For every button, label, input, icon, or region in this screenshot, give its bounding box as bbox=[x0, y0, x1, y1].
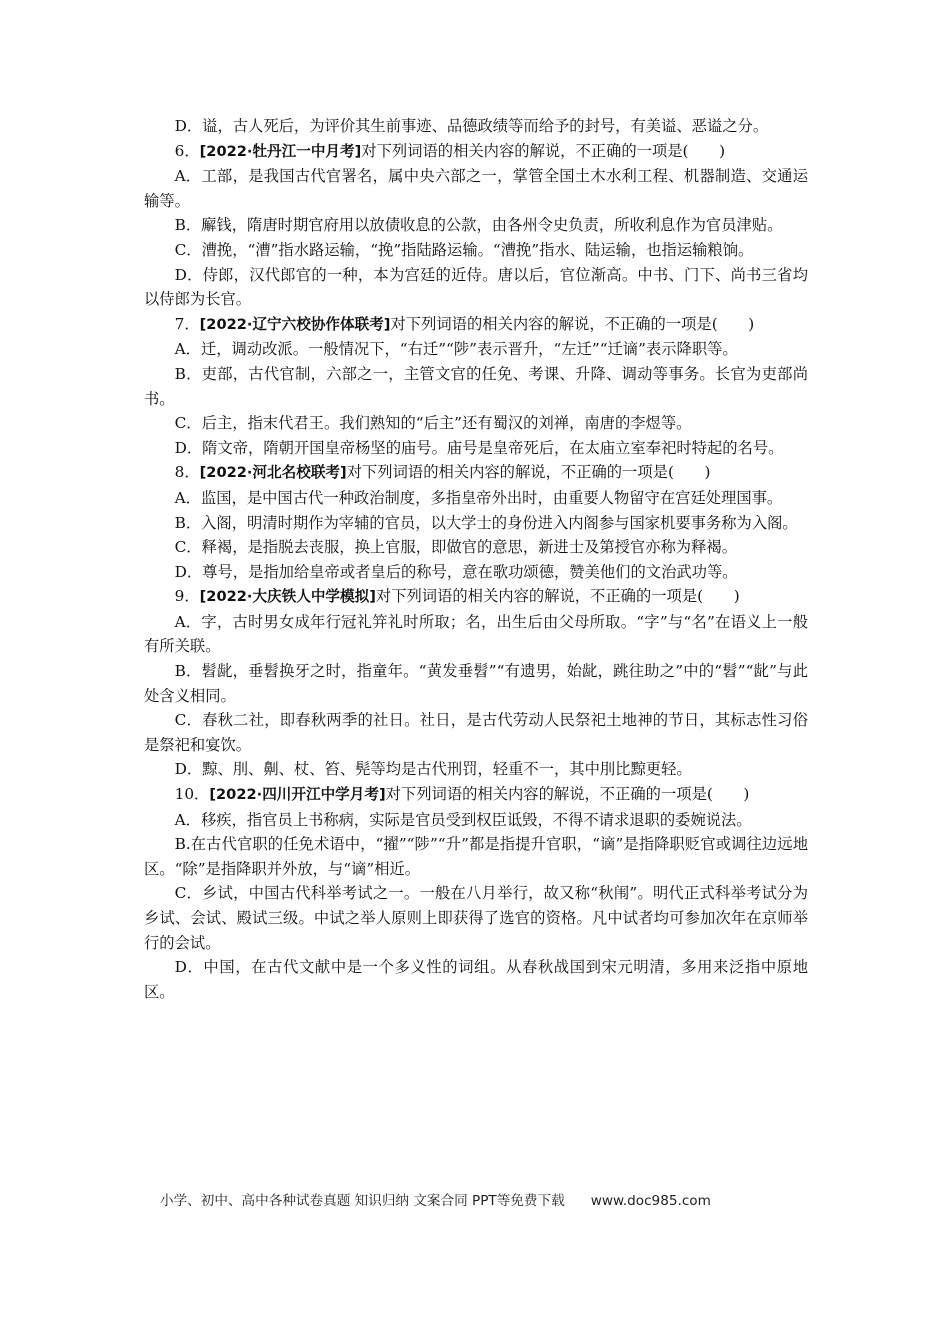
answer-option: C．春秋二社，即春秋两季的社日。社日，是古代劳动人民祭祀土地神的节日，其标志性习俗是祭祀和宴饮。 bbox=[144, 711, 808, 754]
answer-option: A．移疾，指官员上书称病，实际是官员受到权臣诋毁，不得不请求退职的委婉说法。 bbox=[174, 810, 752, 829]
page-footer bbox=[160, 1189, 800, 1209]
question-source: [2022·大庆铁人中学模拟] bbox=[199, 588, 376, 606]
footer-text: 小学、初中、高中各种试卷真题 知识归纳 文案合同 PPT等免费下载 bbox=[160, 1193, 565, 1209]
question-text: 对下列词语的相关内容的解说，不正确的一项是( ) bbox=[375, 587, 740, 606]
question-number: 8． bbox=[174, 463, 200, 482]
question-text: 对下列词语的相关内容的解说，不正确的一项是( ) bbox=[361, 141, 726, 160]
question-source: [2022·辽宁六校协作体联考] bbox=[199, 315, 391, 333]
answer-option: D．谥，古人死后，为评价其生前事迹、品德政绩等而给予的封号，有美谥、恶谥之分。 bbox=[174, 117, 769, 135]
document-body bbox=[144, 114, 808, 1004]
question-stem bbox=[144, 312, 808, 338]
answer-option: A．迁，调动改派。一般情况下，“右迁”“陟”表示晋升，“左迁”“迁谪”表示降职等。 bbox=[174, 340, 738, 359]
answer-option: B．入阁，明清时期作为宰辅的官员，以大学士的身份进入内阁参与国家机要事务称为入阁。 bbox=[174, 513, 798, 532]
answer-option: C．后主，指末代君王。我们熟知的“后主”还有蜀汉的刘禅，南唐的李煜等。 bbox=[174, 414, 692, 433]
question-number: 7． bbox=[174, 314, 200, 333]
question-source: [2022·四川开江中学月考] bbox=[209, 786, 386, 804]
answer-option: D．尊号，是指加给皇帝或者皇后的称号，意在歌功颂德，赞美他们的文治武功等。 bbox=[174, 562, 738, 581]
answer-option: B.在古代官职的任免术语中，“擢”“陟”“升”都是指提升官职，“谪”是指降职贬官或调往边远地区。“除”是指降职并外放，与“谪”相近。 bbox=[144, 835, 808, 878]
answer-option: A．工部，是我国古代官署名，属中央六部之一，掌管全国土木水利工程、机器制造、交通运输等。 bbox=[144, 167, 808, 210]
answer-option: C．释褐，是指脱去丧服，换上官服，即做官的意思，新进士及第授官亦称为释褐。 bbox=[174, 538, 737, 557]
footer-url-link[interactable]: www.doc985.com bbox=[590, 1193, 711, 1209]
answer-option: C．乡试，中国古代科举考试之一。一般在八月举行，故又称“秋闱”。明代正式科举考试分为乡试、会试、殿试三级。中试之举人原则上即获得了选官的资格。凡中试者均可参加次年在京师举行的会试。 bbox=[144, 884, 808, 952]
question-source: [2022·河北名校联考] bbox=[199, 464, 347, 482]
answer-option: D．侍郎，汉代郎官的一种，本为宫廷的近侍。唐以后，官位渐高。中书、门下、尚书三省均以侍郎为长官。 bbox=[144, 265, 808, 309]
question-number: 10． bbox=[174, 785, 210, 804]
question-source: [2022·牡丹江一中月考] bbox=[199, 142, 362, 160]
question-number: 6． bbox=[174, 141, 200, 160]
question-stem bbox=[144, 139, 808, 165]
question-text: 对下列词语的相关内容的解说，不正确的一项是( ) bbox=[390, 314, 755, 333]
question-stem bbox=[144, 782, 808, 808]
answer-option: B．吏部，古代官制，六部之一，主管文官的任免、考课、升降、调动等事务。长官为吏部尚书。 bbox=[144, 364, 808, 408]
question-stem bbox=[144, 460, 808, 486]
question-text: 对下列词语的相关内容的解说，不正确的一项是( ) bbox=[346, 463, 711, 482]
answer-option: C．漕挽，“漕”指水路运输，“挽”指陆路运输。“漕挽”指水、陆运输，也指运输粮饷。 bbox=[174, 240, 754, 259]
answer-option: A．字，古时男女成年行冠礼笄礼时所取；名，出生后由父母所取。“字”与“名”在语义上一般有所关联。 bbox=[144, 612, 808, 656]
question-number: 9． bbox=[174, 587, 200, 606]
question-text: 对下列词语的相关内容的解说，不正确的一项是( ) bbox=[385, 785, 750, 804]
answer-option: D．中国，在古代文献中是一个多义性的词组。从春秋战国到宋元明清，多用来泛指中原地区。 bbox=[144, 958, 808, 1001]
answer-option: D．黥、刖、劓、杖、笞、髡等均是古代刑罚，轻重不一，其中刖比黥更轻。 bbox=[174, 760, 692, 779]
answer-option: A．监国，是中国古代一种政治制度，多指皇帝外出时，由重要人物留守在宫廷处理国事。 bbox=[174, 488, 783, 507]
answer-option: D．隋文帝，隋朝开国皇帝杨坚的庙号。庙号是皇帝死后，在太庙立室奉祀时特起的名号。 bbox=[174, 438, 784, 457]
answer-option: B．廨钱，隋唐时期官府用以放债收息的公款，由各州令史负责，所收利息作为官员津贴。 bbox=[174, 216, 783, 235]
question-stem bbox=[144, 584, 808, 610]
answer-option: B．髫龀，垂髫换牙之时，指童年。“黄发垂髫”“有遗男，始龀，跳往助之”中的“髫”“龀”与此处含义相同。 bbox=[144, 662, 808, 705]
